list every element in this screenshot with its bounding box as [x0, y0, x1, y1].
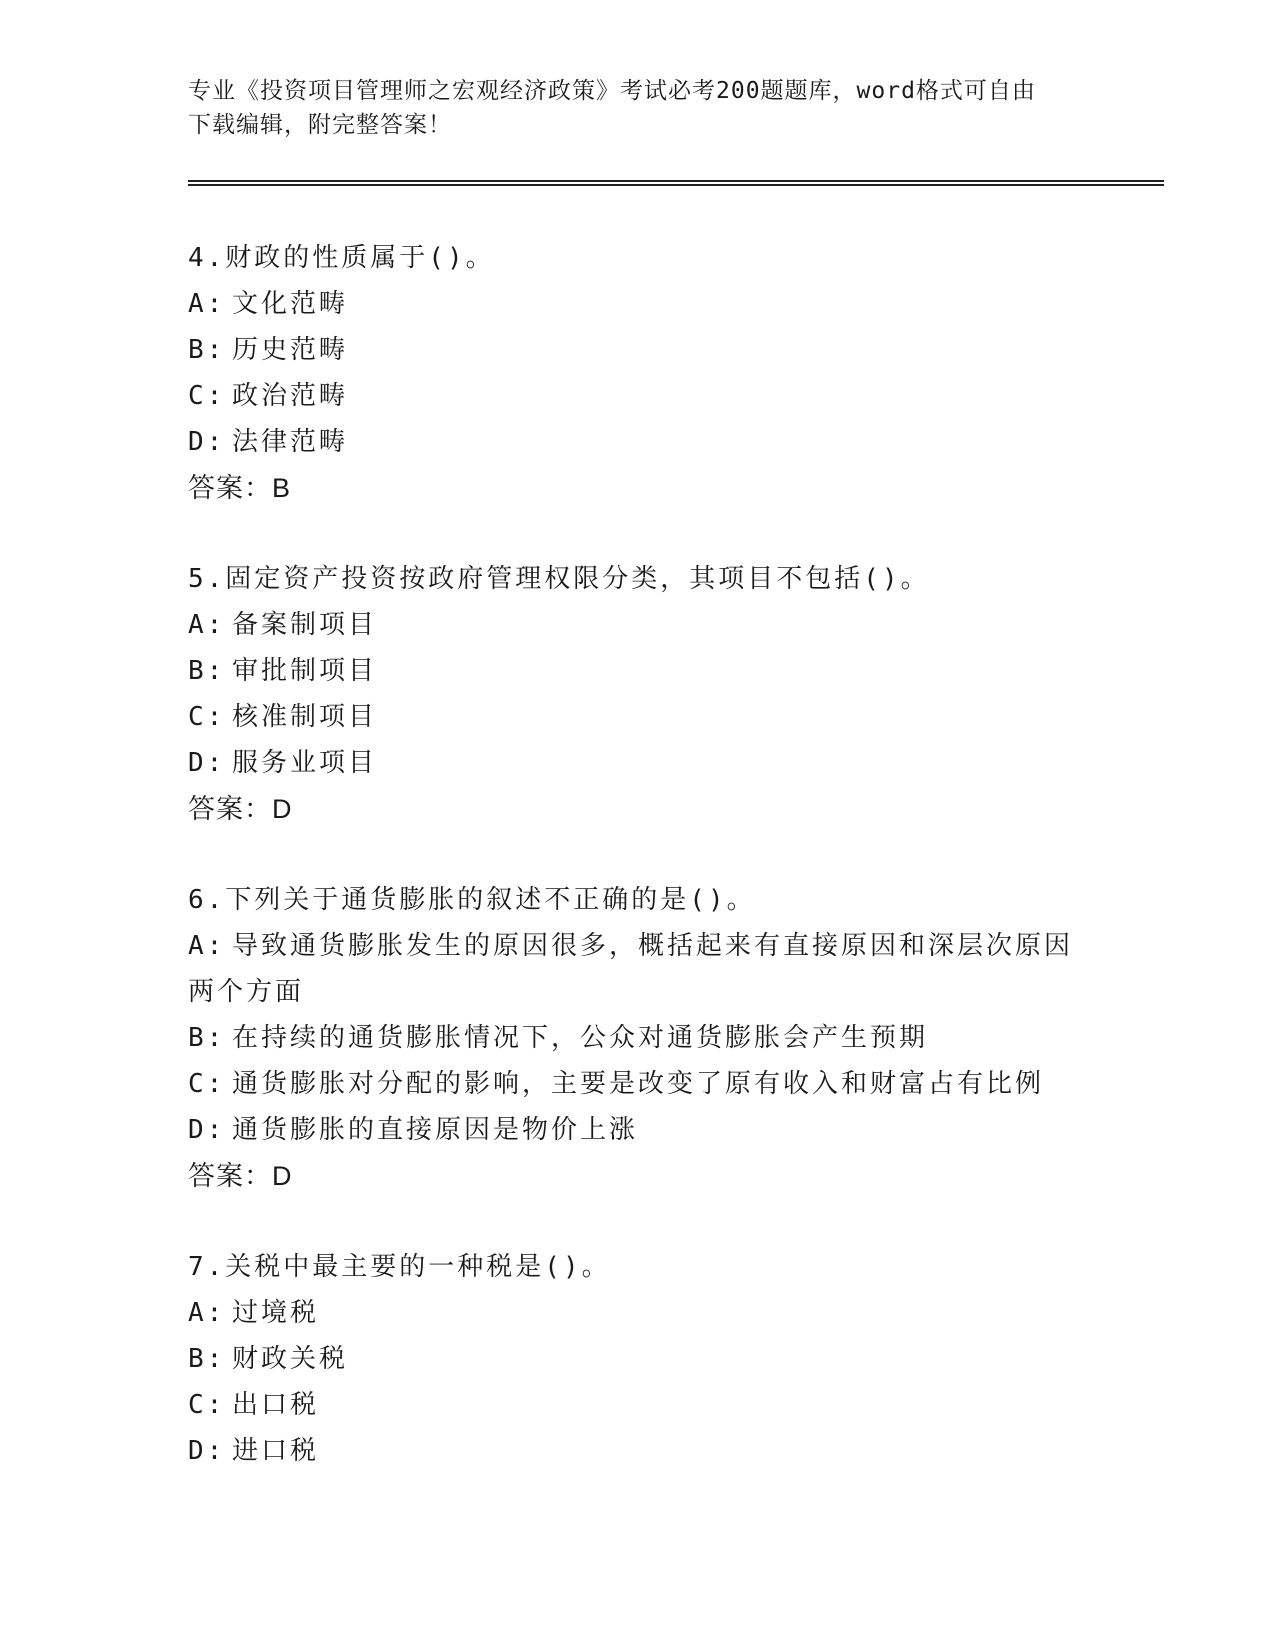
- option-d: [188, 1107, 1088, 1153]
- option-b: [188, 1015, 1088, 1061]
- option-text: 法律范畴: [232, 427, 349, 457]
- option-letter: A:: [188, 1298, 226, 1328]
- option-b: [188, 648, 1088, 694]
- question-4: [188, 235, 1088, 511]
- option-c: [188, 694, 1088, 740]
- option-letter: A:: [188, 931, 226, 961]
- option-letter: B:: [188, 1344, 226, 1374]
- option-a: [188, 923, 1088, 969]
- answer-line: [188, 465, 1088, 511]
- option-text: 导致通货膨胀发生的原因很多，概括起来有直接原因和深层次原因: [232, 931, 1074, 961]
- document-header: [188, 74, 1088, 142]
- answer-label: 答案：: [188, 794, 272, 824]
- answer-label: 答案：: [188, 473, 272, 503]
- option-a: [188, 281, 1088, 327]
- option-letter: D:: [188, 1115, 226, 1145]
- option-letter: B:: [188, 1023, 226, 1053]
- option-text: 核准制项目: [232, 702, 378, 732]
- header-divider-top: [188, 180, 1164, 182]
- option-text: 在持续的通货膨胀情况下，公众对通货膨胀会产生预期: [232, 1023, 929, 1053]
- option-a: [188, 602, 1088, 648]
- option-text: 文化范畴: [232, 289, 349, 319]
- option-letter: D:: [188, 1436, 226, 1466]
- answer-label: 答案：: [188, 1161, 272, 1191]
- option-letter: C:: [188, 381, 226, 411]
- option-b: [188, 1336, 1088, 1382]
- option-c: [188, 1382, 1088, 1428]
- option-text: 通货膨胀的直接原因是物价上涨: [232, 1115, 639, 1145]
- option-d: [188, 419, 1088, 465]
- option-a-continued: 两个方面: [188, 977, 305, 1007]
- option-text: 备案制项目: [232, 610, 378, 640]
- answer-value: D: [272, 794, 293, 824]
- question-stem: 4.财政的性质属于()。: [188, 243, 495, 273]
- answer-value: B: [272, 473, 292, 503]
- option-letter: C:: [188, 1390, 226, 1420]
- header-divider-bottom: [188, 184, 1164, 186]
- option-c: [188, 1061, 1088, 1107]
- question-5: [188, 556, 1088, 832]
- option-letter: C:: [188, 1069, 226, 1099]
- option-letter: B:: [188, 335, 226, 365]
- option-a: [188, 1290, 1088, 1336]
- option-text: 服务业项目: [232, 748, 378, 778]
- option-letter: D:: [188, 427, 226, 457]
- answer-value: D: [272, 1161, 293, 1191]
- question-7: [188, 1244, 1088, 1474]
- question-6: [188, 877, 1088, 1199]
- question-stem: 7.关税中最主要的一种税是()。: [188, 1252, 611, 1282]
- option-text: 出口税: [232, 1390, 320, 1420]
- option-text: 政治范畴: [232, 381, 349, 411]
- option-text: 进口税: [232, 1436, 320, 1466]
- answer-line: [188, 1153, 1088, 1199]
- header-line-2: 下载编辑，附完整答案！: [188, 112, 452, 138]
- option-text: 财政关税: [232, 1344, 349, 1374]
- option-text: 审批制项目: [232, 656, 378, 686]
- option-letter: A:: [188, 289, 226, 319]
- option-letter: D:: [188, 748, 226, 778]
- option-c: [188, 373, 1088, 419]
- option-letter: A:: [188, 610, 226, 640]
- option-letter: C:: [188, 702, 226, 732]
- option-text: 过境税: [232, 1298, 320, 1328]
- option-text: 历史范畴: [232, 335, 349, 365]
- answer-line: [188, 786, 1088, 832]
- option-text: 通货膨胀对分配的影响，主要是改变了原有收入和财富占有比例: [232, 1069, 1045, 1099]
- option-d: [188, 1428, 1088, 1474]
- question-stem: 5.固定资产投资按政府管理权限分类，其项目不包括()。: [188, 564, 930, 594]
- header-line-1: 专业《投资项目管理师之宏观经济政策》考试必考200题题库，word格式可自由: [188, 78, 1036, 104]
- question-stem: 6.下列关于通货膨胀的叙述不正确的是()。: [188, 885, 756, 915]
- option-b: [188, 327, 1088, 373]
- option-letter: B:: [188, 656, 226, 686]
- option-d: [188, 740, 1088, 786]
